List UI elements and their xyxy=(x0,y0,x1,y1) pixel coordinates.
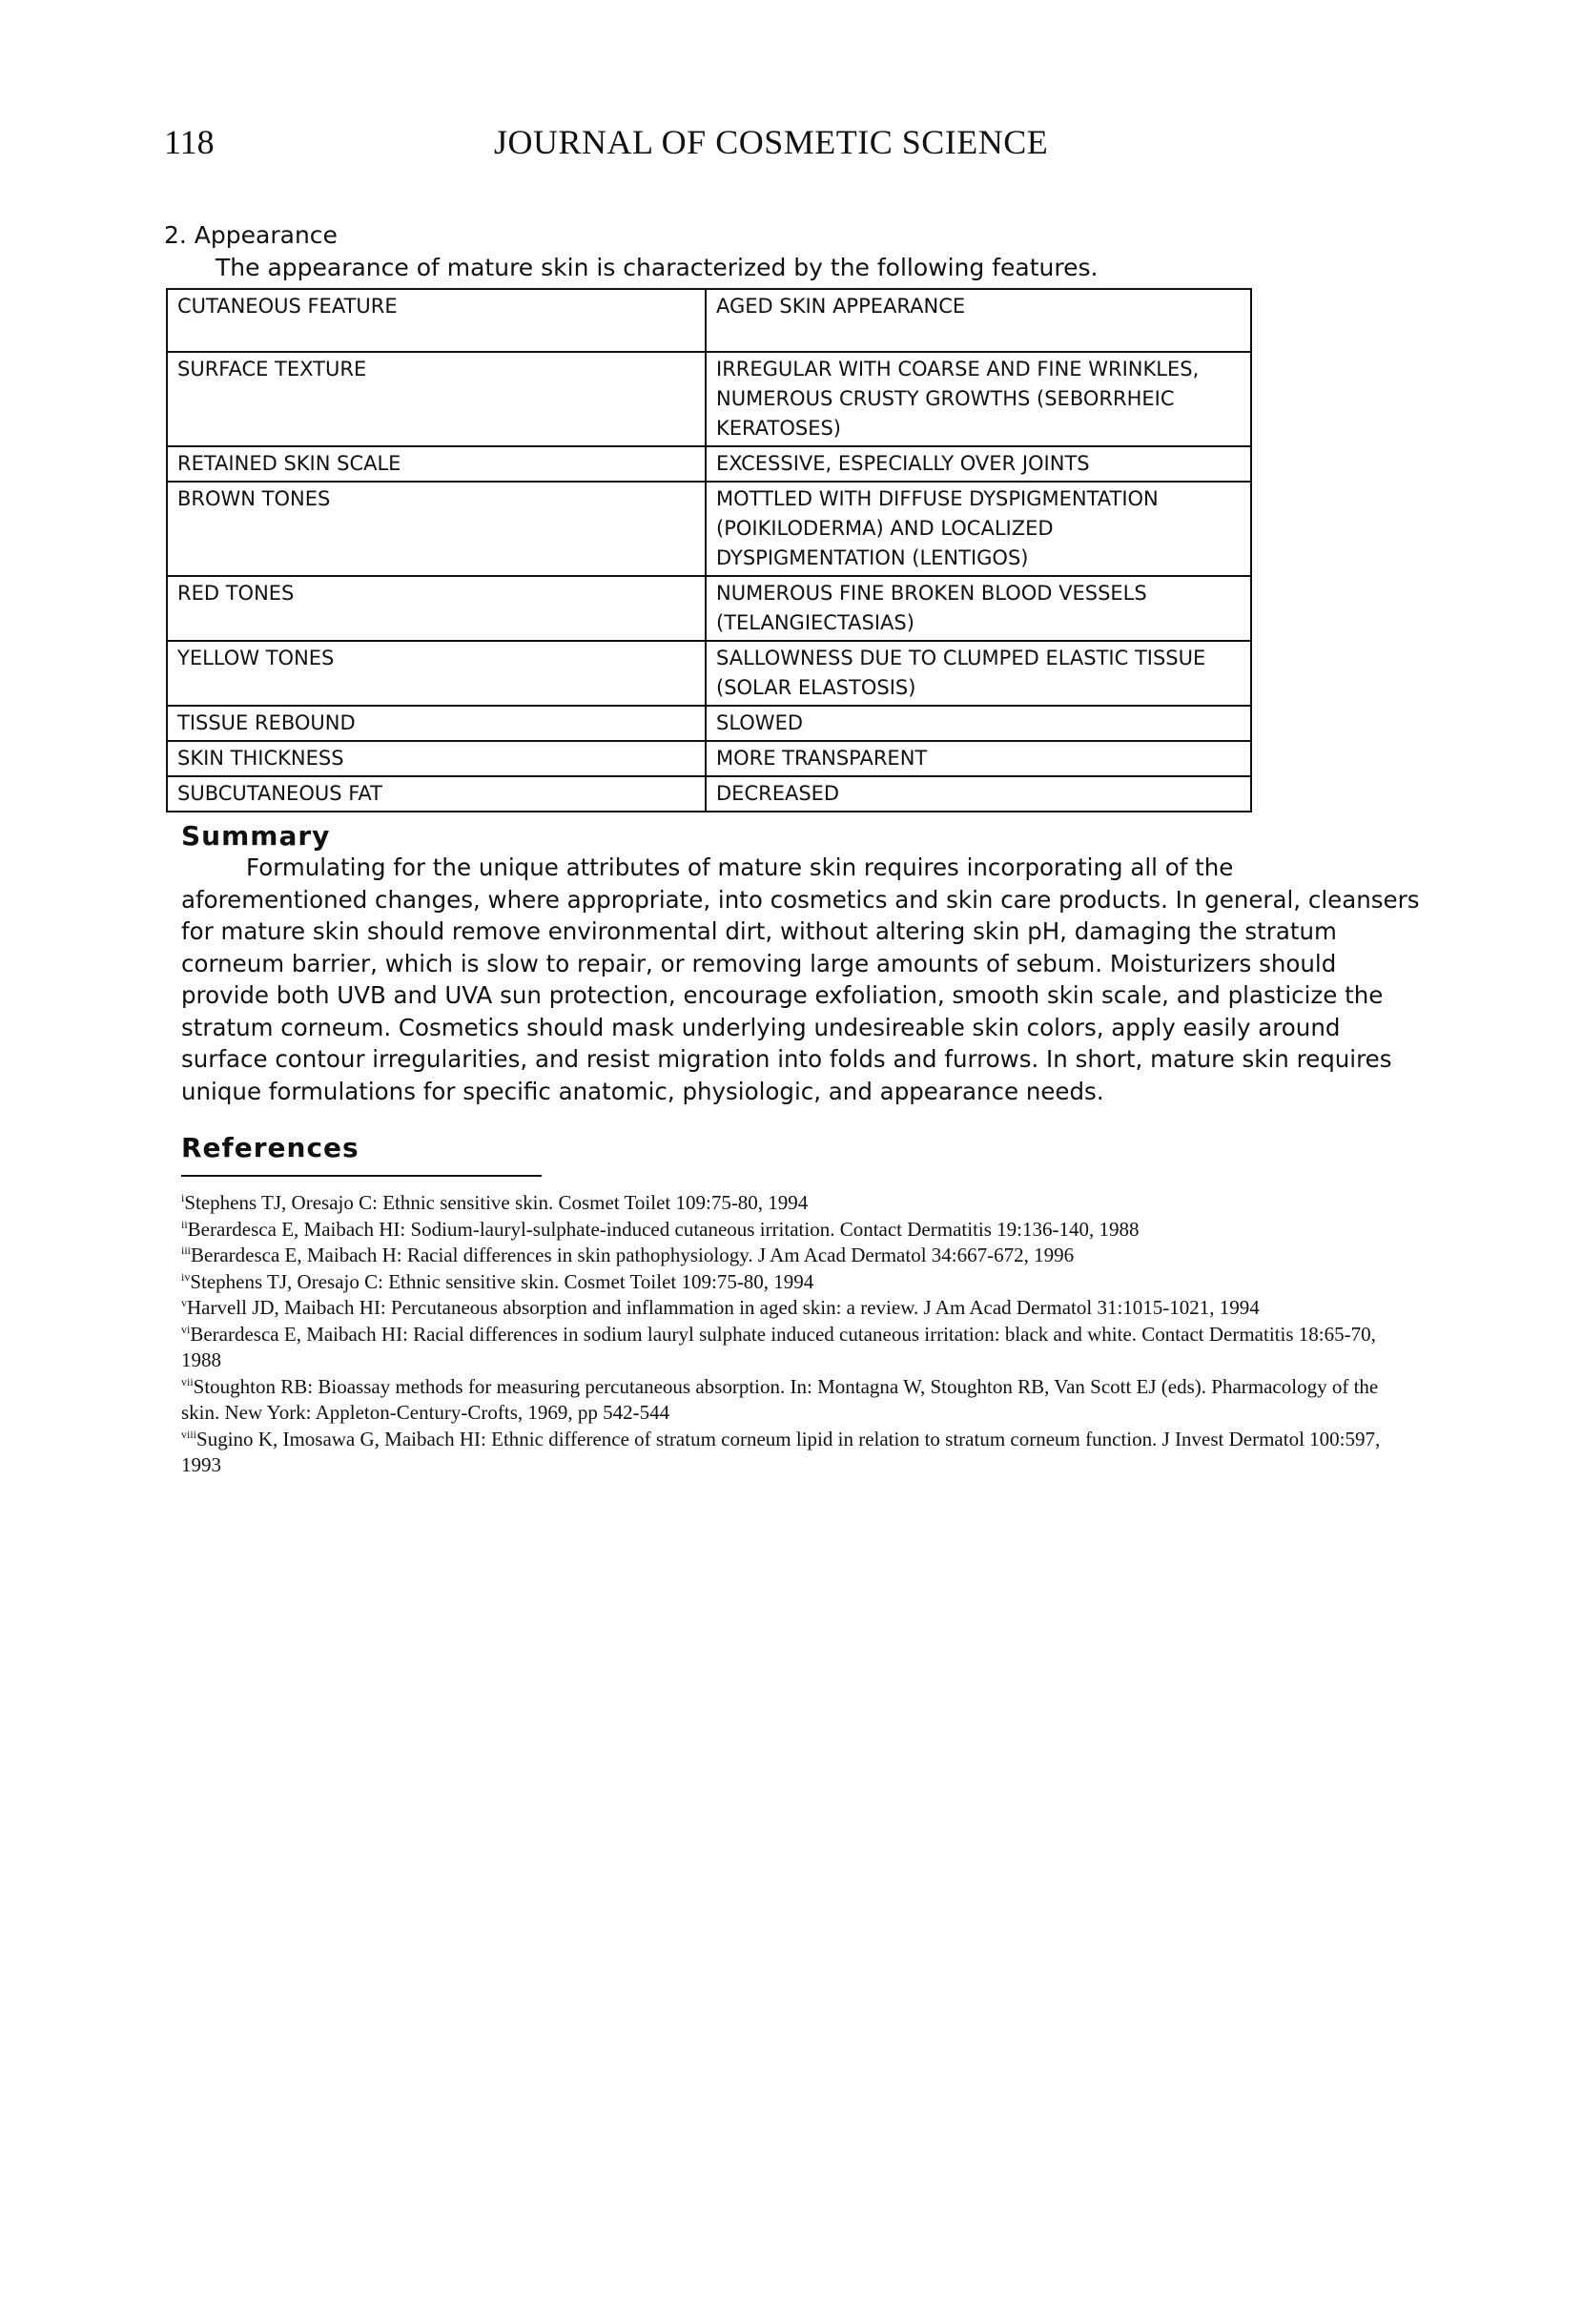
appearance-cell: SLOWED xyxy=(706,706,1251,741)
reference-text: Harvell JD, Maibach HI: Percutaneous absorption and inflammation in aged skin: a review. J Am Acad Dermatol 31:1015-1021, 1994 xyxy=(187,1296,1260,1319)
reference-marker: vii xyxy=(181,1374,194,1388)
summary-paragraph: Formulating for the unique attributes of mature skin requires incorporating all of the aforementioned changes, where appropriate, into cosmetics and skin care products. In general, cleansers for mature skin should remove environmental dirt, without altering skin pH, damaging the stratum corneum barrier, which is slow to repair, or removing large amounts of sebum. Moisturizers should provide both UVB and UVA sun protection, encourage exfoliation, smooth skin scale, and plasticize the stratum corneum. Cosmetics should mask underlying undesireable skin colors, apply easily around surface contour irregularities, and resist migration into folds and furrows. In short, mature skin requires unique formulations for specific anatomic, physiologic, and appearance needs. xyxy=(181,854,1420,1105)
table-row xyxy=(167,706,1251,741)
reference-item xyxy=(181,1217,1421,1244)
appearance-cell: MORE TRANSPARENT xyxy=(706,741,1251,776)
reference-marker: ii xyxy=(181,1217,188,1231)
appearance-cell: DECREASED xyxy=(706,776,1251,812)
table-row xyxy=(167,482,1251,576)
reference-text: Stephens TJ, Oresajo C: Ethnic sensitive skin. Cosmet Toilet 109:75-80, 1994 xyxy=(190,1269,814,1293)
reference-item xyxy=(181,1295,1421,1322)
feature-cell: SUBCUTANEOUS FAT xyxy=(167,776,706,812)
feature-cell: TISSUE REBOUND xyxy=(167,706,706,741)
table-row xyxy=(167,641,1251,706)
appearance-cell: EXCESSIVE, ESPECIALLY OVER JOINTS xyxy=(706,446,1251,482)
reference-marker: iii xyxy=(181,1244,192,1257)
reference-item xyxy=(181,1190,1421,1217)
table-row xyxy=(167,446,1251,482)
feature-cell: SKIN THICKNESS xyxy=(167,741,706,776)
references-heading: References xyxy=(181,1132,360,1163)
reference-text: Stephens TJ, Oresajo C: Ethnic sensitive skin. Cosmet Toilet 109:75-80, 1994 xyxy=(184,1191,809,1214)
summary-heading: Summary xyxy=(181,820,331,852)
table-header-row xyxy=(167,289,1251,352)
reference-text: Stoughton RB: Bioassay methods for measuring percutaneous absorption. In: Montagna W, Stoughton RB, Van Scott EJ (eds). Pharmacology of the skin. New York: Appleton-Century-Crofts, 1969, pp 542-544 xyxy=(181,1374,1379,1424)
reference-text: Berardesca E, Maibach HI: Racial differences in sodium lauryl sulphate induced cutaneous irritation: black and white. Contact Dermatitis 18:65-70, 1988 xyxy=(181,1322,1376,1371)
reference-item xyxy=(181,1427,1421,1479)
feature-cell: RED TONES xyxy=(167,576,706,641)
appearance-cell: IRREGULAR WITH COARSE AND FINE WRINKLES, NUMEROUS CRUSTY GROWTHS (SEBORRHEIC KERATOSES) xyxy=(706,352,1251,446)
column-header-appearance: AGED SKIN APPEARANCE xyxy=(706,289,1251,352)
summary-body xyxy=(181,852,1421,1107)
feature-cell: SURFACE TEXTURE xyxy=(167,352,706,446)
reference-text: Berardesca E, Maibach HI: Sodium-lauryl-sulphate-induced cutaneous irritation. Contact Dermatitis 19:136-140, 1988 xyxy=(187,1217,1140,1241)
page-number: 118 xyxy=(164,123,215,161)
running-head xyxy=(0,122,1582,170)
appearance-cell: MOTTLED WITH DIFFUSE DYSPIGMENTATION (POIKILODERMA) AND LOCALIZED DYSPIGMENTATION (LENTIGOS) xyxy=(706,482,1251,576)
footnote-rule xyxy=(181,1175,542,1177)
skin-features-table xyxy=(166,288,1252,812)
column-header-feature: CUTANEOUS FEATURE xyxy=(167,289,706,352)
feature-cell: RETAINED SKIN SCALE xyxy=(167,446,706,482)
reference-marker: vi xyxy=(181,1322,191,1336)
section-heading-appearance: 2. Appearance xyxy=(164,221,338,249)
feature-cell: BROWN TONES xyxy=(167,482,706,576)
references-list xyxy=(181,1190,1421,1479)
appearance-cell: SALLOWNESS DUE TO CLUMPED ELASTIC TISSUE (SOLAR ELASTOSIS) xyxy=(706,641,1251,706)
reference-marker: viii xyxy=(181,1427,197,1441)
reference-marker: iv xyxy=(181,1269,191,1284)
reference-item xyxy=(181,1269,1421,1296)
table-row xyxy=(167,741,1251,776)
reference-item xyxy=(181,1243,1421,1269)
table-row xyxy=(167,576,1251,641)
reference-marker: v xyxy=(181,1296,187,1309)
appearance-intro: The appearance of mature skin is characterized by the following features. xyxy=(216,254,1099,281)
table-row xyxy=(167,776,1251,812)
table-row xyxy=(167,352,1251,446)
reference-item xyxy=(181,1374,1421,1427)
reference-text: Berardesca E, Maibach H: Racial differences in skin pathophysiology. J Am Acad Dermatol 34:667-672, 1996 xyxy=(191,1244,1075,1266)
feature-cell: YELLOW TONES xyxy=(167,641,706,706)
reference-item xyxy=(181,1322,1421,1374)
journal-title: JOURNAL OF COSMETIC SCIENCE xyxy=(494,123,1049,161)
reference-marker: i xyxy=(181,1191,185,1204)
reference-text: Sugino K, Imosawa G, Maibach HI: Ethnic difference of stratum corneum lipid in relation to stratum corneum function. J Invest Dermatol 100:597, 1993 xyxy=(181,1427,1381,1476)
appearance-cell: NUMEROUS FINE BROKEN BLOOD VESSELS (TELANGIECTASIAS) xyxy=(706,576,1251,641)
